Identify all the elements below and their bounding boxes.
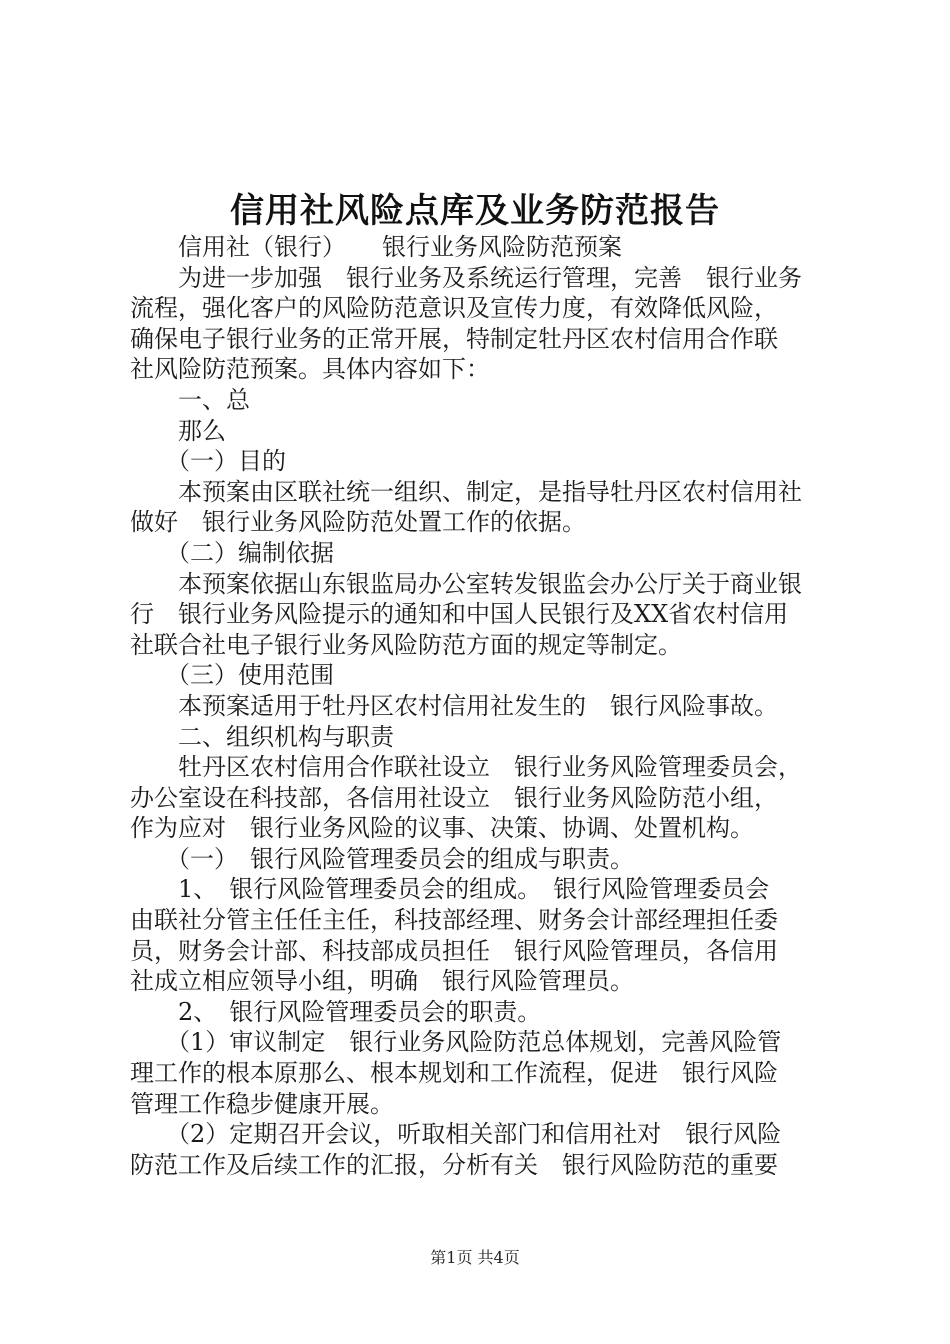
- body-line: 牡丹区农村信用合作联社设立 银行业务风险管理委员会，: [130, 753, 802, 782]
- body-line: 本预案适用于牡丹区农村信用社发生的 银行风险事故。: [130, 691, 778, 720]
- body-line: 做好 银行业务风险防范处置工作的依据。: [130, 508, 586, 537]
- body-line: 流程，强化客户的风险防范意识及宣传力度，有效降低风险，: [130, 294, 778, 323]
- body-line: 社风险防范预案。具体内容如下：: [130, 355, 490, 384]
- body-line: （一）目的: [130, 447, 286, 476]
- body-line: 理工作的根本原那么、根本规划和工作流程，促进 银行风险: [130, 1059, 778, 1088]
- body-line: 本预案由区联社统一组织、制定，是指导牡丹区农村信用社: [130, 477, 802, 506]
- body-line: 本预案依据山东银监局办公室转发银监会办公厅关于商业银: [130, 569, 802, 598]
- body-line: 确保电子银行业务的正常开展，特制定牡丹区农村信用合作联: [130, 324, 778, 353]
- body-line: （三）使用范围: [130, 661, 334, 690]
- body-line: 信用社（银行） 银行业务风险防范预案: [130, 233, 622, 261]
- body-line: 管理工作稳步健康开展。: [130, 1089, 394, 1118]
- page-footer: 第1页 共4页: [430, 1248, 520, 1267]
- body-line: （二）编制依据: [130, 538, 334, 567]
- body-line: 行 银行业务风险提示的通知和中国人民银行及XX省农村信用: [130, 600, 789, 629]
- body-line: 2、 银行风险管理委员会的职责。: [130, 997, 542, 1026]
- body-line: 办公室设在科技部，各信用社设立 银行业务风险防范小组，: [130, 783, 778, 812]
- body-line: 防范工作及后续工作的汇报，分析有关 银行风险防范的重要: [130, 1150, 778, 1179]
- body-line: 二、组织机构与职责: [130, 722, 394, 751]
- body-line: 社联合社电子银行业务风险防范方面的规定等制定。: [130, 630, 682, 659]
- body-line: （2）定期召开会议，听取相关部门和信用社对 银行风险: [130, 1120, 782, 1149]
- body-line: 为进一步加强 银行业务及系统运行管理，完善 银行业务: [130, 263, 802, 292]
- body-line: 社成立相应领导小组，明确 银行风险管理员。: [130, 967, 634, 996]
- document-title: 信用社风险点库及业务防范报告: [230, 191, 720, 231]
- body-line: 由联社分管主任任主任，科技部经理、财务会计部经理担任委: [130, 906, 778, 935]
- body-line: （1）审议制定 银行业务风险防范总体规划，完善风险管: [130, 1028, 782, 1057]
- body-line: 1、 银行风险管理委员会的组成。 银行风险管理委员会: [130, 875, 770, 904]
- body-line: 作为应对 银行业务风险的议事、决策、协调、处置机构。: [130, 814, 754, 843]
- body-line: 一、总: [130, 385, 250, 414]
- body-line: 那么: [130, 416, 226, 445]
- body-line: 员，财务会计部、科技部成员担任 银行风险管理员，各信用: [130, 936, 778, 965]
- document-body: [130, 232, 830, 1180]
- body-line: （一） 银行风险管理委员会的组成与职责。: [130, 844, 634, 873]
